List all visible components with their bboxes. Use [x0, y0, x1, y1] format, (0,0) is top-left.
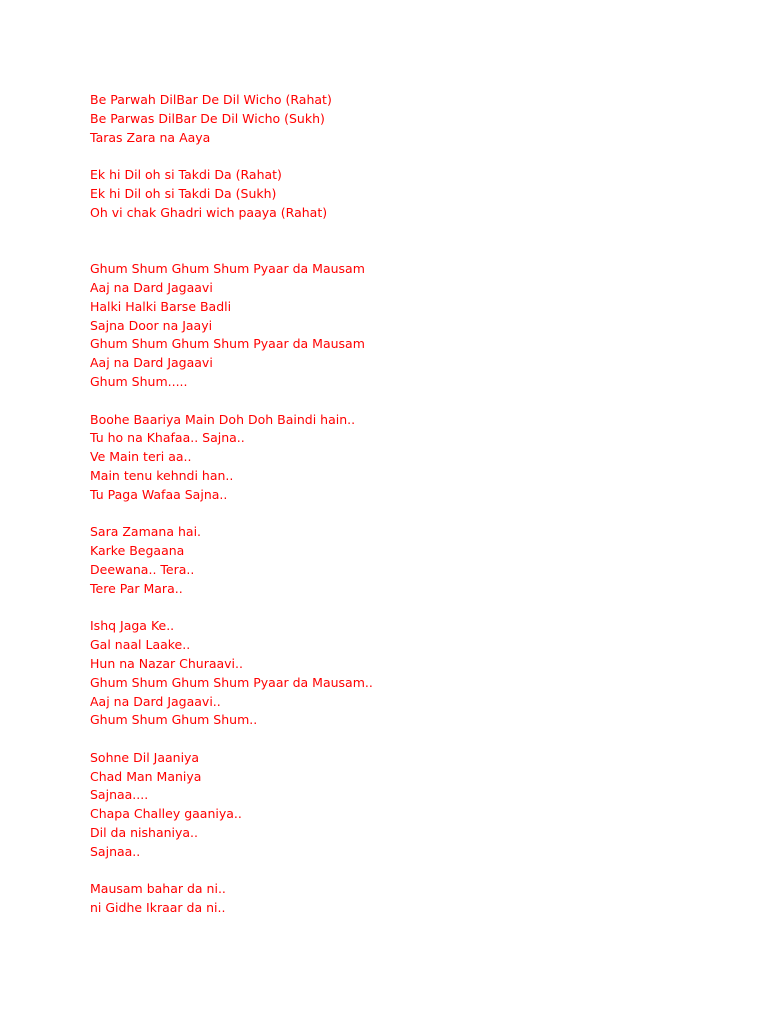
lyric-line: Deewana.. Tera..	[90, 561, 195, 577]
lyric-line: Ghum Shum Ghum Shum..	[90, 712, 258, 728]
lyric-line: Mausam bahar da ni..	[90, 881, 226, 897]
stanza-3	[90, 260, 730, 392]
lyrics-body	[90, 91, 730, 937]
lyric-line: Ghum Shum Ghum Shum Pyaar da Mausam..	[90, 674, 373, 690]
lyric-line: Main tenu kehndi han..	[90, 467, 234, 483]
lyric-line: Aaj na Dard Jagaavi	[90, 279, 213, 295]
lyric-line: Be Parwas DilBar De Dil Wicho (Sukh)	[90, 110, 325, 126]
lyric-line: Tu ho na Khafaa.. Sajna..	[90, 430, 245, 446]
lyric-line: Ek hi Dil oh si Takdi Da (Sukh)	[90, 185, 277, 201]
stanza-5	[90, 523, 730, 598]
lyric-line: Karke Begaana	[90, 543, 185, 559]
stanza-6	[90, 617, 730, 730]
lyric-line: Hun na Nazar Churaavi..	[90, 655, 243, 671]
lyric-line: Sara Zamana hai.	[90, 524, 202, 540]
stanza-8	[90, 880, 730, 918]
lyric-line: ni Gidhe Ikraar da ni..	[90, 900, 226, 916]
lyric-line: Sajnaa....	[90, 787, 149, 803]
lyric-line: Ghum Shum Ghum Shum Pyaar da Mausam	[90, 261, 365, 277]
lyric-line: Halki Halki Barse Badli	[90, 298, 232, 314]
lyric-line: Sohne Dil Jaaniya	[90, 749, 200, 765]
lyric-line: Be Parwah DilBar De Dil Wicho (Rahat)	[90, 92, 332, 107]
lyric-line: Aaj na Dard Jagaavi..	[90, 693, 221, 709]
lyric-line: Aaj na Dard Jagaavi	[90, 355, 213, 371]
stanza-7	[90, 749, 730, 862]
lyric-line: Taras Zara na Aaya	[90, 129, 211, 145]
lyric-line: Chapa Challey gaaniya..	[90, 806, 242, 822]
lyric-line: Sajnaa..	[90, 843, 141, 859]
lyric-line: Ishq Jaga Ke..	[90, 618, 175, 634]
lyric-line: Boohe Baariya Main Doh Doh Baindi hain..	[90, 411, 356, 427]
stanza-1	[90, 91, 730, 147]
lyric-line: Ve Main teri aa..	[90, 449, 192, 465]
lyric-line: Sajna Door na Jaayi	[90, 317, 213, 333]
lyric-line: Ghum Shum.....	[90, 373, 188, 389]
lyric-line: Tu Paga Wafaa Sajna..	[90, 486, 228, 502]
lyric-line: Dil da nishaniya..	[90, 825, 199, 841]
lyric-line: Gal naal Laake..	[90, 637, 191, 653]
lyric-line: Ghum Shum Ghum Shum Pyaar da Mausam	[90, 336, 365, 352]
stanza-4	[90, 411, 730, 505]
stanza-2	[90, 166, 730, 222]
lyric-line: Ek hi Dil oh si Takdi Da (Rahat)	[90, 167, 282, 183]
lyric-line: Chad Man Maniya	[90, 768, 202, 784]
lyric-line: Tere Par Mara..	[90, 580, 183, 596]
lyric-line: Oh vi chak Ghadri wich paaya (Rahat)	[90, 204, 328, 220]
